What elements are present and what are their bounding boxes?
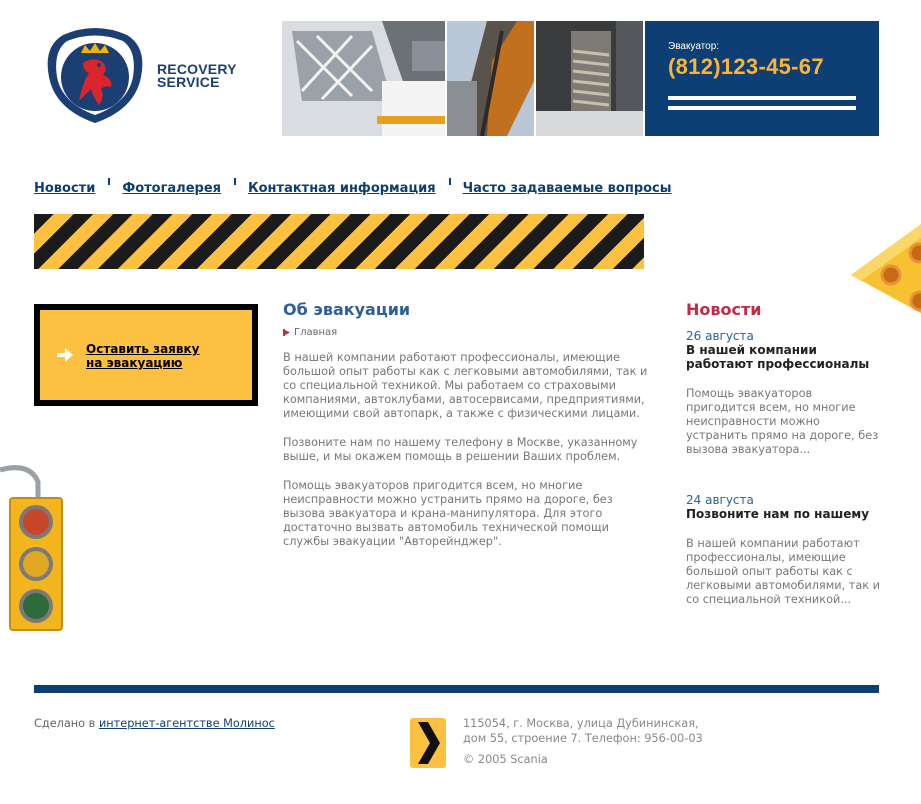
chevron-right-icon	[410, 718, 446, 768]
agency-link[interactable]: интернет-агентстве Молинос	[98, 717, 275, 730]
nav-separator	[108, 178, 110, 185]
news-item	[686, 329, 881, 457]
news-date: 24 августа	[686, 493, 754, 507]
nav-contacts[interactable]: Контактная информация	[248, 181, 436, 196]
request-tow-link[interactable]	[86, 342, 199, 370]
content-paragraph: Позвоните нам по нашему телефону в Москве, указанному выше, и мы окажем помощь в решении Ваших проблем.	[283, 436, 638, 463]
page-title: Об эвакуации	[283, 300, 411, 319]
nav-faq[interactable]: Часто задаваемые вопросы	[462, 181, 672, 196]
nav-gallery[interactable]: Фотогалерея	[122, 181, 221, 196]
address-line1: 115054, г. Москва, улица Дубининская,	[463, 717, 699, 730]
footer-divider	[34, 685, 879, 693]
cta-line1: Оставить заявку	[86, 342, 200, 356]
brand-wordmark	[157, 63, 237, 89]
winch-cable-photo	[536, 21, 643, 136]
news-title: Новости	[686, 300, 762, 319]
address-line2: дом 55, строение 7. Телефон: 956-00-03	[463, 732, 703, 745]
truck-crane-photo	[447, 21, 534, 136]
content-paragraph: В нашей компании работают профессионалы, имеющие большой опыт работы как с легковыми автомобилями, так и со специальной техникой. Мы работаем со страховыми компаниями, автоклубами, автосервисами, предприятиями, имеющими свой автопарк, а также с физическими лицами.	[283, 351, 648, 420]
brand-line2: SERVICE	[157, 74, 220, 90]
news-excerpt: В нашей компании работают профессионалы, имеющие большой опыт работы как с легковыми автомобилями, так и со специальной техникой...	[686, 537, 881, 606]
content-paragraph: Помощь эвакуаторов пригодится всем, но многие неисправности можно устранить прямо на дороге, без вызова эвакуатора и крана-манипулятора. Для этого достаточно вызвать автомобиль технической помощи службы эвакуации "Авторейнджер".	[283, 479, 613, 548]
phone-number[interactable]: (812)123-45-67	[668, 54, 824, 79]
news-item	[686, 493, 881, 607]
phone-banner	[645, 21, 879, 136]
scania-griffin-logo[interactable]	[43, 27, 147, 125]
news-sidebar	[686, 300, 881, 607]
phone-label: Эвакуатор:	[668, 41, 720, 52]
news-headline[interactable]: Позвоните нам по нашему	[686, 507, 870, 521]
nav-news[interactable]: Новости	[34, 181, 96, 196]
request-tow-box[interactable]	[34, 304, 258, 406]
made-by-prefix: Сделано в	[34, 717, 99, 730]
breadcrumb	[283, 327, 655, 338]
breadcrumb-arrow-icon	[283, 329, 290, 336]
footer-address	[463, 716, 703, 767]
copyright: © 2005 Scania	[463, 753, 548, 766]
phone-decor-lines	[668, 96, 856, 116]
main-content	[283, 300, 655, 549]
cta-line2: на эвакуацию	[86, 356, 183, 370]
header-photos	[282, 21, 643, 136]
news-excerpt: Помощь эвакуаторов пригодится всем, но многие неисправности можно устранить прямо на дороге, без вызова эвакуатора...	[686, 387, 879, 456]
breadcrumb-home[interactable]: Главная	[294, 327, 338, 338]
truck-front-photo	[282, 21, 445, 136]
hazard-stripe-banner	[34, 214, 644, 269]
brand-line1: RECOVERY	[157, 61, 237, 77]
news-date: 26 августа	[686, 329, 754, 343]
traffic-light-decoration	[0, 462, 64, 632]
main-nav	[34, 178, 672, 196]
nav-separator	[449, 178, 451, 185]
made-by	[34, 717, 275, 730]
news-headline[interactable]: В нашей компании работают профессионалы	[686, 343, 870, 371]
arrow-right-icon	[54, 344, 76, 366]
nav-separator	[234, 178, 236, 185]
